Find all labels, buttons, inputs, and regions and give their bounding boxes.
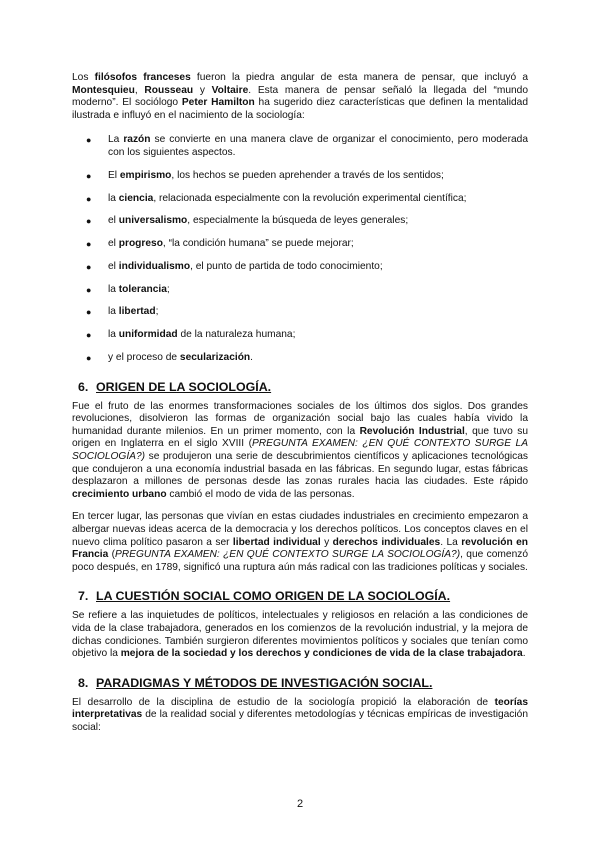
- text: de la realidad social y diferentes metodologías y técnicas empíricas de investigación social:: [72, 709, 528, 733]
- bold-term: derechos individuales: [332, 536, 441, 548]
- text: se convierte en una manera clave de organizar el conocimiento, pero moderada con los siguientes aspectos.: [108, 134, 528, 158]
- bold-term: Voltaire: [211, 84, 249, 96]
- text: , “la condición humana” se puede mejorar;: [162, 238, 354, 250]
- document-page: [72, 72, 528, 734]
- bullet-icon: ●: [86, 216, 92, 227]
- text: y: [193, 84, 212, 96]
- text: La: [108, 134, 124, 146]
- text: . Esta manera de pensar señaló la llegada del “mundo moderno”. El sociólogo: [72, 84, 528, 109]
- list-item: [72, 170, 528, 183]
- text: ha sugerido diez características que definen la mentalidad ilustrada e influyó en el nacimiento de la sociología:: [72, 97, 528, 121]
- bold-term: crecimiento urbano: [72, 488, 167, 500]
- section-heading-7: [72, 588, 528, 604]
- list-item: [72, 306, 528, 319]
- text: .: [250, 352, 253, 363]
- bullet-icon: ●: [86, 193, 92, 204]
- text: Se refiere a las inquietudes de políticos, intelectuales y religiosos en relación a las condiciones de vida de la clase trabajadora, generados en los comienzos de la revolución industrial, y la mejora de dichas condiciones. También surgieron diferentes movimientos políticos y sociales que tenían como objetivo la: [72, 610, 528, 660]
- text: y el proceso de: [108, 352, 180, 363]
- text: El: [108, 169, 120, 181]
- list-item: [72, 261, 528, 274]
- bullet-icon: ●: [86, 239, 92, 250]
- text: .: [522, 648, 526, 660]
- text: el: [108, 238, 119, 250]
- intro-paragraph: [72, 72, 528, 122]
- text: (: [108, 549, 116, 561]
- section6-paragraph-1: [72, 401, 528, 502]
- bullet-icon: ●: [86, 307, 92, 318]
- text: ,: [134, 84, 145, 96]
- text: , el punto de partida de todo conocimiento;: [190, 260, 383, 272]
- bullet-icon: ●: [86, 135, 92, 146]
- list-item: [72, 134, 528, 159]
- bold-term: Revolución Industrial: [359, 425, 465, 437]
- text: , especialmente la búsqueda de leyes generales;: [187, 215, 409, 227]
- section8-paragraph-1: [72, 697, 528, 735]
- bullet-icon: ●: [86, 261, 92, 272]
- bold-term: Peter Hamilton: [181, 97, 255, 109]
- text: la: [108, 306, 119, 318]
- bold-term: teorías interpretativas: [72, 696, 528, 721]
- bold-term: tolerancia: [118, 283, 167, 295]
- bullet-icon: ●: [86, 330, 92, 341]
- bold-term: secularización: [179, 352, 251, 363]
- exam-note: PREGUNTA EXAMEN: ¿EN QUÉ CONTEXTO SURGE LA SOCIOLOGÍA?): [115, 549, 461, 561]
- section-heading-8: [72, 675, 528, 691]
- bold-term: uniformidad: [118, 329, 178, 341]
- text: , que comenzó poco después, en 1789, significó una ruptura aún más radical con las tradiciones políticas y sociales.: [72, 549, 529, 573]
- bold-term: revolución en Francia: [72, 536, 529, 561]
- bold-term: razón: [123, 134, 151, 146]
- list-item: [72, 352, 528, 365]
- section-number: 6.: [78, 379, 89, 394]
- text: la: [108, 283, 119, 295]
- section-number: 8.: [78, 675, 89, 690]
- bold-term: universalismo: [118, 215, 188, 227]
- bold-term: libertad individual: [232, 536, 321, 548]
- bold-term: filósofos franceses: [94, 72, 191, 83]
- list-item: [72, 238, 528, 251]
- section-title: LA CUESTIÓN SOCIAL COMO ORIGEN DE LA SOCIOLOGÍA.: [96, 589, 451, 604]
- text: Fue el fruto de las enormes transformaciones sociales de los últimos dos siglos. Dos grandes revoluciones, disolvieron las formas de organización social bajo las cuales había vivido la humanidad durante milenios. En un primer momento, con la: [72, 400, 528, 437]
- bold-term: ciencia: [118, 192, 154, 204]
- characteristics-list: [72, 134, 528, 364]
- text: y: [320, 536, 333, 548]
- list-item: [72, 193, 528, 206]
- text: ;: [166, 283, 170, 295]
- text: la: [108, 329, 119, 341]
- text: . La: [440, 536, 462, 548]
- bold-term: Montesquieu: [72, 84, 135, 96]
- bold-term: progreso: [118, 238, 163, 250]
- section6-paragraph-2: [72, 511, 528, 574]
- text: En tercer lugar, las personas que vivían en estas ciudades industriales en crecimiento empezaron a albergar nuevas ideas acerca de la democracia y los derechos políticos. Los conceptos claves en el nuevo clima político pasaron a ser: [72, 511, 528, 548]
- text: se produjeron una serie de descubrimientos científicos y aplicaciones tecnológicas que condujeron a una economía industrial basada en las fábricas. En segundo lugar, estas fábricas desplazaron a millones de personas desde las zonas rurales hacia las ciudades. Este rápido: [72, 450, 528, 488]
- bullet-icon: ●: [86, 170, 92, 181]
- text: ;: [155, 306, 159, 318]
- section7-paragraph-1: [72, 610, 528, 660]
- bold-term: mejora de la sociedad y los derechos y condiciones de vida de la clase trabajadora: [120, 648, 523, 660]
- page-number: 2: [296, 798, 304, 810]
- text: cambió el modo de vida de las personas.: [166, 488, 355, 500]
- text: El desarrollo de la disciplina de estudio de la sociología propició la elaboración de: [72, 696, 495, 708]
- section-heading-6: [72, 379, 528, 395]
- list-item: [72, 215, 528, 228]
- bullet-icon: ●: [86, 353, 92, 363]
- section-number: 7.: [78, 589, 89, 604]
- text: , los hechos se pueden aprehender a través de los sentidos;: [171, 169, 444, 181]
- text: , relacionada especialmente con la revolución experimental científica;: [153, 192, 467, 204]
- list-item: [72, 329, 528, 342]
- bold-term: individualismo: [118, 260, 191, 272]
- bold-term: Rousseau: [144, 84, 194, 96]
- section-title: ORIGEN DE LA SOCIOLOGÍA.: [96, 379, 272, 394]
- text: Los: [72, 72, 95, 83]
- bullet-icon: ●: [86, 284, 92, 295]
- exam-note: PREGUNTA EXAMEN: ¿EN QUÉ CONTEXTO SURGE LA SOCIOLOGÍA?): [72, 438, 528, 462]
- text: de la naturaleza humana;: [177, 329, 296, 341]
- bold-term: empirismo: [119, 169, 172, 181]
- text: , que tuvo su origen en Inglaterra en el siglo XVIII (: [72, 425, 528, 450]
- section-title: PARADIGMAS Y MÉTODOS DE INVESTIGACIÓN SOCIAL.: [96, 675, 433, 690]
- text: la: [108, 192, 119, 204]
- text: el: [108, 215, 119, 227]
- bold-term: libertad: [118, 306, 156, 318]
- list-item: [72, 284, 528, 297]
- text: el: [108, 260, 119, 272]
- text: fueron la piedra angular de esta manera de pensar, que incluyó a: [190, 72, 529, 83]
